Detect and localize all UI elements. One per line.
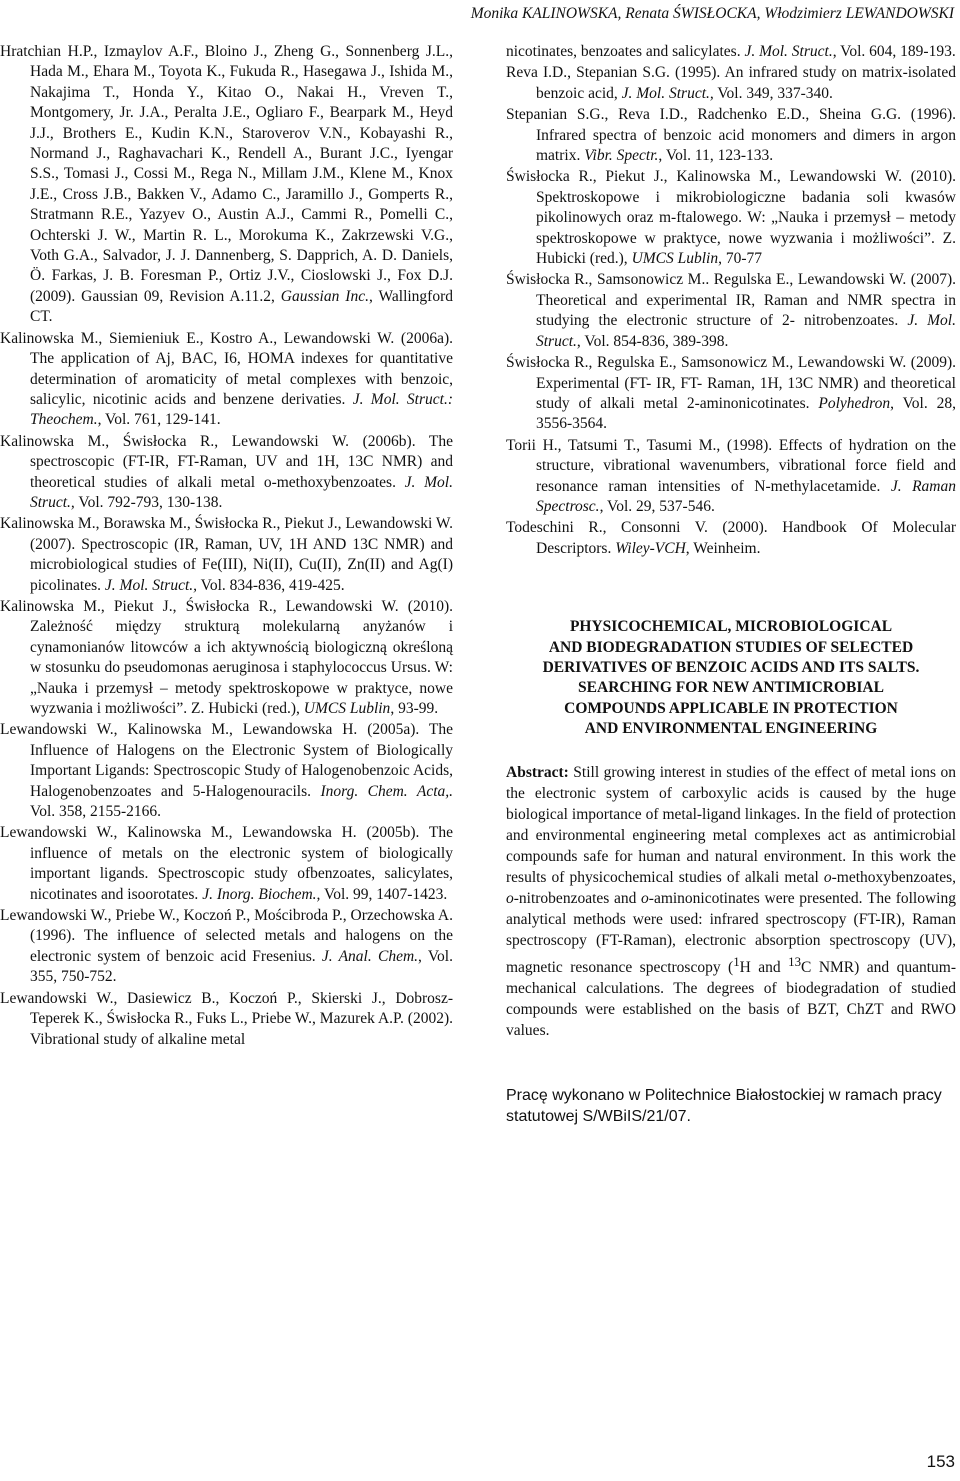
reference-entry xyxy=(506,270,956,352)
italic-text: o xyxy=(506,889,514,907)
reference-entry xyxy=(0,823,453,905)
right-column xyxy=(506,42,956,1127)
acknowledgement: Pracę wykonano w Politechnice Białostockiej w ramach pracy statutowej S/WBiIS/21/07. xyxy=(506,1086,942,1125)
italic-text: Gaussian Inc. xyxy=(280,287,369,305)
text-run: Świsłocka R., Samsonowicz M.. Regulska E., Lewandowski W. (2007). Theoretical and experimental IR, Raman and NMR spectra in studying the electronic structure of 2- nitrobenzoates. xyxy=(506,271,956,330)
abstract-label: Abstract: xyxy=(506,763,569,781)
text-run: Lewandowski W., Kalinowska M., Lewandowska H. (2005b). The influence of metals on the electronic system of biologically important ligands. Spectroscopic study ofbenzoates, salicylates, nicotinates and isoorotates. xyxy=(0,824,453,903)
text-run: , Wallingford CT. xyxy=(30,287,454,326)
text-run: Vol. 792-793, 130-138. xyxy=(74,493,223,511)
text-run: C NMR) and quantum-mechanical calculations. The degrees of biodegradation of studied compounds were established on the basis of BZT, ChZT and RWO values. xyxy=(506,958,956,1039)
italic-text: Wiley-VCH xyxy=(615,539,686,557)
text-run: Lewandowski W., Dasiewicz B., Koczoń P., Skierski J., Dobrosz-Teperek K., Świsłocka R., Fuks L., Priebe W., Mazurek A.P. (2002). Vibrational study of alkaline metal xyxy=(0,989,453,1048)
reference-entry xyxy=(506,42,956,62)
text-run: , Vol. 11, 123-133. xyxy=(658,147,774,165)
text-run: , 93-99. xyxy=(390,700,439,717)
text-run: Lewandowski W., Kalinowska M., Lewandowska H. (2005a). The Influence of Halogens on the Electronic System of Biologically Important Ligands: Spectroscopic Study of Halogenobenzoic Acids, Halogenobenzoates and 5-Halogenouracils. xyxy=(0,721,453,800)
reference-entry xyxy=(0,597,453,719)
italic-text: J. Mol. Struct. xyxy=(744,43,833,60)
text-run: Reva I.D., Stepanian S.G. (1995). An infrared study on matrix-isolated benzoic acid, xyxy=(506,64,956,102)
text-run: , Weinheim. xyxy=(685,539,761,557)
text-run: , Vol. 761, 129-141. xyxy=(97,411,221,429)
text-run: Kalinowska M., Siemieniuk E., Kostro A., Lewandowski W. (2006a). The application of Aj, BAC, I6, HOMA indexes for quantitative determination of aromaticity of metal complexes with benzoic, salicylic, nicotinic acids and benzene derivaties. xyxy=(0,329,453,408)
title-line: PHYSICOCHEMICAL, MICROBIOLOGICAL xyxy=(569,618,893,636)
text-run: Still growing interest in studies of the effect of metal ions on the electronic system of carboxylic acids is caused by the huge biological importance of metal-ligand linkages. In the field of protection and environmental engineering metal complexes act as antimicrobial compounds safe for human and natural environment. In this work the results of physicochemical studies of alkali metal xyxy=(506,763,956,886)
abstract xyxy=(506,762,956,1041)
abstract-body xyxy=(506,764,956,1039)
reference-entry xyxy=(0,514,453,596)
text-run: Hratchian H.P., Izmaylov A.F., Bloino J., Zheng G., Sonnenberg J.L., Hada M., Ehara M., Toyota K., Fukuda R., Hasegawa J., Ishida M., Nakajima T., Honda Y., Kitao O., Nakai H., Vreven T., Montgomery, Jr. J.A., Peralta J.E., Ogliaro F., Bearpark M., Heyd J.J., Brothers E., Kudin K.N., Staroverov V.N., Kobayashi R., Normand J., Raghavachari K., Rendell A., Burant J.C., Iyengar S.S., Tomasi J., Cossi M., Rega N., Millam J.M., Klene M., Knox J.E., Cross J.B., Bakken V., Adamo C., Jaramillo J., Gomperts R., Stratmann R.E., Yazyev O., Austin A.J., Cammi R., Pomelli C., Ochterski J. W., Martin R. L., Morokuma K., Zakrzewski V.G., Voth G.A., Salvador, J. J. Dannenberg, S. Dapprich, A. D. Daniels, Ö. Farkas, J. B. Foresman P., Ortiz J.V., Cioslowski J., Fox D.J. (2009). Gaussian 09, Revision A.11.2, xyxy=(0,43,453,305)
reference-entry xyxy=(0,989,453,1050)
title-line: AND BIODEGRADATION STUDIES OF SELECTED xyxy=(548,638,914,656)
reference-entry xyxy=(0,720,453,822)
text-run: Todeschini R., Consonni V. (2000). Handbook Of Molecular Descriptors. xyxy=(506,519,956,557)
reference-entry xyxy=(506,518,956,559)
italic-text: Polyhedron xyxy=(818,394,891,412)
reference-entry xyxy=(506,436,956,518)
text-run: , 70-77 xyxy=(718,250,763,268)
text-run: , Vol. 355, 750-752. xyxy=(30,947,453,986)
text-run: Stepanian S.G., Reva I.D., Radchenko E.D., Sheina G.G. (1996). Infrared spectra of benzoic acid monomers and dimers in argon matrix. xyxy=(506,106,956,165)
text-run: Świsłocka R., Regulska E., Samsonowicz M., Lewandowski W. (2009). Experimental (FT- IR, FT- Raman, 1H, 13C NMR) and theoretical study of alkali metal 2-aminonicotinates. xyxy=(506,354,956,412)
text-run: , Vol. 604, 189-193. xyxy=(832,43,956,60)
text-run: Lewandowski W., Priebe W., Koczoń P., Mościbroda P., Orzechowska A. (1996). The influence of selected metals and halogens on the electronic system of benzoic acid Fresenius. xyxy=(0,907,453,965)
reference-entry xyxy=(0,432,453,514)
italic-text: J. Mol. Struct., xyxy=(104,576,198,594)
title-line: DERIVATIVES OF BENZOIC ACIDS AND ITS SALTS. xyxy=(542,658,920,676)
references-left-column xyxy=(0,42,453,1051)
italic-text: Vibr. Spectr. xyxy=(584,147,659,165)
text-run: Świsłocka R., Piekut J., Kalinowska M., Lewandowski W. (2010). Spektroskopowe i mikrobiologiczne badania soli kwasów pikolinowych oraz m-ftalowego. W: „Nauka i przemysł – metody spektroskopowe w praktyce, nowe wyzwania i możliwości”. Z. Hubicki (red.), xyxy=(506,168,956,268)
english-title xyxy=(506,617,956,739)
text-run: Vol. 358, 2155-2166. xyxy=(30,803,162,821)
running-header: Monika KALINOWSKA, Renata ŚWISŁOCKA, Włodzimierz LEWANDOWSKI xyxy=(470,5,954,22)
text-run: , Vol. 28, 3556-3564. xyxy=(536,394,956,433)
reference-list-left xyxy=(0,42,453,1050)
italic-text: o xyxy=(641,889,649,907)
text-run: Vol. 834-836, 419-425. xyxy=(197,576,345,594)
reference-entry xyxy=(0,42,453,328)
title-line: COMPOUNDS APPLICABLE IN PROTECTION xyxy=(564,699,898,717)
text-run: -aminonicotinates were presented. The following analytical methods were used: infrared spectroscopy (FT-IR), Raman spectroscopy (FT-Raman), electronic absorption spectroscopy (UV), magnetic resonance spectroscopy ( xyxy=(506,889,956,976)
reference-entry xyxy=(506,167,956,269)
italic-text: J. Mol. Struct. xyxy=(536,312,956,350)
superscript: 1 xyxy=(733,953,740,969)
reference-entry xyxy=(506,353,956,435)
italic-text: J. Mol. Struct., xyxy=(621,84,714,102)
italic-text: UMCS Lublin xyxy=(631,250,719,268)
text-run: Vol. 349, 337-340. xyxy=(713,84,833,102)
reference-list-right xyxy=(506,42,956,559)
text-run: , Vol. 29, 537-546. xyxy=(599,497,715,515)
superscript: 13 xyxy=(788,953,802,969)
reference-entry xyxy=(0,906,453,988)
italic-text: J. Inorg. Biochem., xyxy=(202,885,321,903)
reference-entry xyxy=(506,63,956,104)
text-run: Kalinowska M., Borawska M., Świsłocka R., Piekut J., Lewandowski W. (2007). Spectroscopic (IR, Raman, UV, 1H AND 13C NMR) and microbiological studies of Fe(III), Ni(II), Cu(II), Zn(II) and Ag(I) picolinates. xyxy=(0,515,453,594)
italic-text: UMCS Lublin xyxy=(303,700,391,717)
page-number: 153 xyxy=(926,1452,955,1471)
italic-text: o xyxy=(823,868,832,886)
text-run: Vol. 99, 1407-1423. xyxy=(320,885,448,903)
reference-entry xyxy=(0,329,453,431)
text-run: -nitrobenzoates and xyxy=(513,889,642,907)
italic-text: Inorg. Chem. Acta,. xyxy=(320,782,454,800)
text-run: Torii H., Tatsumi T., Tasumi M., (1998). Effects of hydration on the structure, vibrational wavenumbers, vibrational force field and resonance raman intensities of N-methylacetamide. xyxy=(506,436,956,495)
italic-text: J. Raman Spectrosc. xyxy=(536,477,956,515)
text-run: nicotinates, benzoates and salicylates. xyxy=(506,43,745,60)
text-run: -methoxybenzoates, xyxy=(831,868,956,886)
italic-text: J. Mol. Struct., xyxy=(30,473,453,511)
text-run: , Vol. 854-836, 389-398. xyxy=(576,332,729,350)
title-line: AND ENVIRONMENTAL ENGINEERING xyxy=(584,720,878,738)
text-run: H and xyxy=(739,958,789,976)
text-run: Kalinowska M., Piekut J., Świsłocka R., Lewandowski W. (2010). Zależność między strukturą molekularną anyżanów i cynamonianów litowców a ich aktywnością biologiczną określoną w stosunku do pseudomonas aeruginosa i staphylococcus Ursus. W: „Nauka i przemysł – metody spektroskopowe w praktyce, nowe wyzwania i możliwości”. Z. Hubicki (red.), xyxy=(0,597,453,717)
text-run: Kalinowska M., Świsłocka R., Lewandowski W. (2006b). The spectroscopic (FT-IR, FT-Raman, UV and 1H, 13C NMR) and theoretical studies of alkali metal o-methoxybenzoates. xyxy=(0,432,453,491)
italic-text: J. Anal. Chem. xyxy=(321,947,419,965)
italic-text: J. Mol. Struct.: Theochem. xyxy=(30,390,453,429)
title-line: SEARCHING FOR NEW ANTIMICROBIAL xyxy=(578,679,884,697)
reference-entry xyxy=(506,105,956,166)
